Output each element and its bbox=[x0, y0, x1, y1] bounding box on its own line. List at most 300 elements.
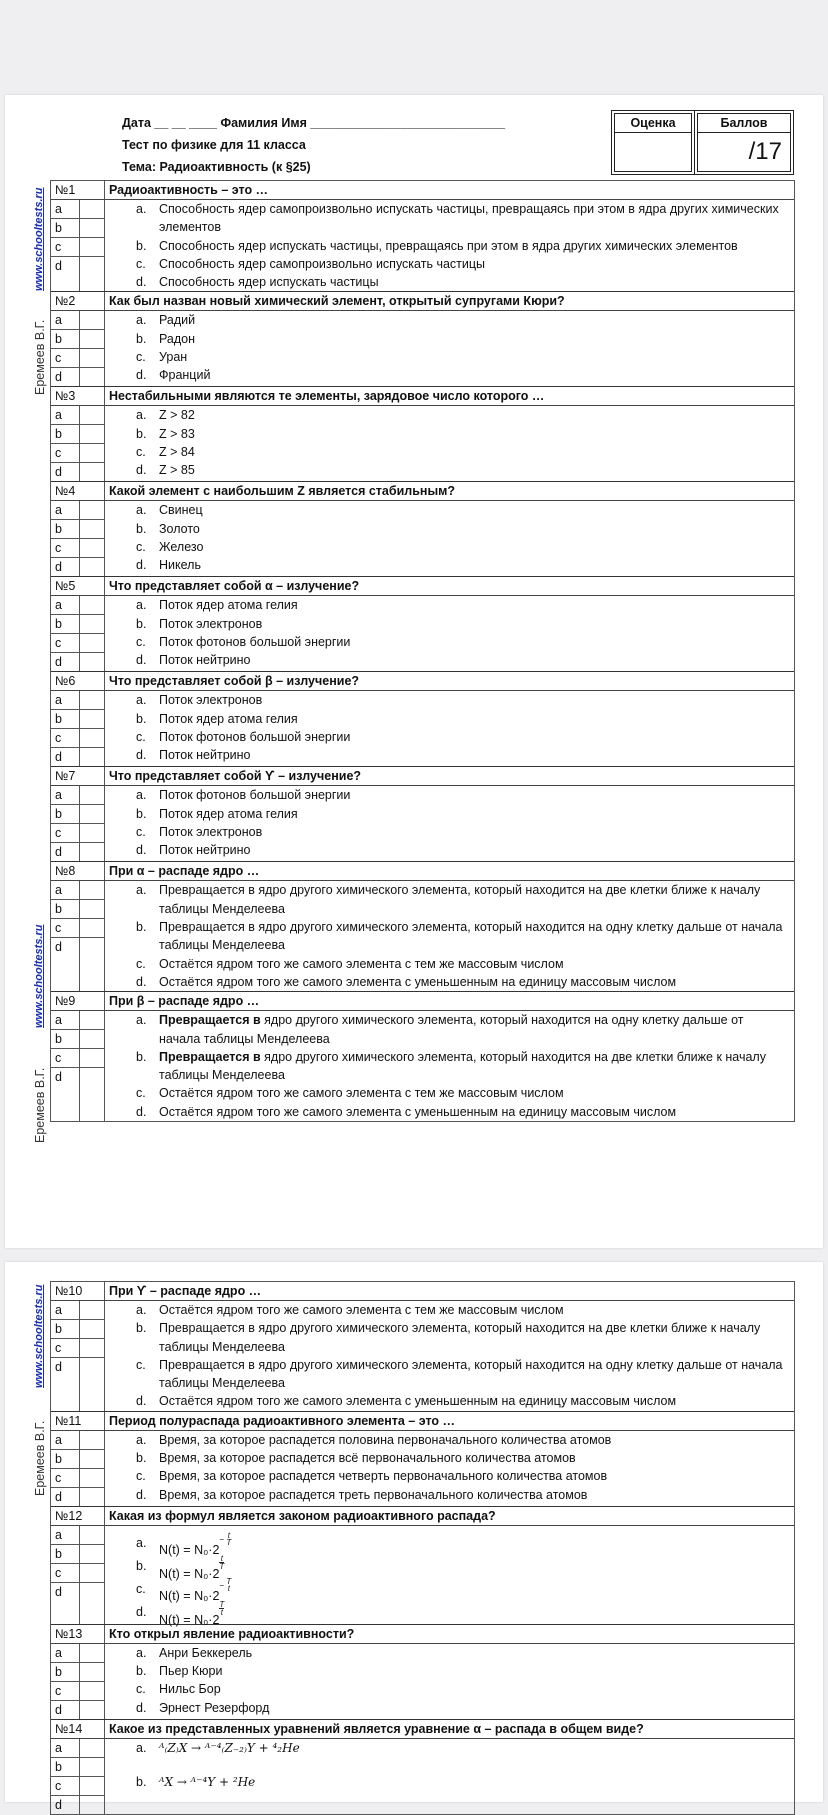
answer-letter: b bbox=[51, 330, 80, 348]
option-body: Z > 83 bbox=[159, 426, 195, 441]
option-body: Пьер Кюри bbox=[159, 1664, 223, 1679]
option-body: Z > 84 bbox=[159, 445, 195, 460]
answer-option bbox=[136, 348, 786, 366]
option-body: Остаётся ядром того же самого элемента с уменьшенным на единицу массовым числом bbox=[159, 1104, 677, 1119]
answer-letter-row bbox=[51, 1526, 104, 1545]
question-body bbox=[51, 1011, 794, 1121]
question-header bbox=[51, 1282, 794, 1301]
option-letter: c. bbox=[136, 1086, 146, 1101]
answer-letter-row bbox=[51, 1739, 104, 1758]
answer-letter-row bbox=[51, 1583, 104, 1624]
answer-letter-column bbox=[51, 501, 105, 576]
answer-letter-row bbox=[51, 349, 104, 368]
option-body: N(t) = N₀·2 bbox=[159, 1612, 220, 1627]
answer-letter: d bbox=[51, 843, 80, 861]
option-body: ᴬ₍Z₎X → ᴬ⁻⁴₍Z₋₂₎Y + ⁴₂He bbox=[159, 1740, 300, 1755]
option-letter: d. bbox=[136, 748, 147, 763]
question-header bbox=[51, 1507, 794, 1526]
answer-letter-row bbox=[51, 558, 104, 576]
options-list bbox=[105, 501, 794, 576]
answer-letter: b bbox=[51, 1758, 80, 1776]
option-text bbox=[159, 1680, 786, 1698]
option-text bbox=[159, 255, 786, 273]
answer-letter-row bbox=[51, 748, 104, 766]
option-letter: c. bbox=[136, 1682, 146, 1697]
option-body: Нильс Бор bbox=[159, 1682, 221, 1697]
option-letter: a. bbox=[136, 1013, 147, 1028]
questions-table bbox=[50, 1281, 795, 1815]
option-body: Поток электронов bbox=[159, 616, 263, 631]
question-number: №13 bbox=[51, 1625, 105, 1643]
test-topic: Тема: Радиоактивность (к §25) bbox=[122, 160, 311, 174]
question-body bbox=[51, 501, 794, 576]
answer-letter: b bbox=[51, 1663, 80, 1681]
answer-option bbox=[136, 501, 786, 519]
option-body: Золото bbox=[159, 521, 200, 536]
answer-letter: d bbox=[51, 558, 80, 576]
answer-letter: b bbox=[51, 520, 80, 538]
option-body: Способность ядер самопроизвольно испускать частицы bbox=[159, 256, 486, 271]
answer-letter-column bbox=[51, 200, 105, 291]
option-text bbox=[159, 443, 786, 461]
answer-letter-row bbox=[51, 1564, 104, 1583]
option-text bbox=[159, 728, 786, 746]
options-list bbox=[105, 1644, 794, 1719]
options-list bbox=[105, 406, 794, 481]
options-list bbox=[105, 200, 794, 291]
answer-letter-row bbox=[51, 463, 104, 481]
answer-option bbox=[136, 823, 786, 841]
answer-letter: d bbox=[51, 257, 80, 291]
answer-letter: b bbox=[51, 219, 80, 237]
question-header bbox=[51, 181, 794, 200]
option-text bbox=[159, 955, 786, 973]
exponent-denominator: T bbox=[226, 1537, 232, 1547]
answer-letter-row bbox=[51, 406, 104, 425]
answer-option bbox=[136, 366, 786, 384]
option-letter: b. bbox=[136, 1451, 147, 1466]
author-watermark: Еремеев В.Г. bbox=[33, 1420, 47, 1496]
question-number: №11 bbox=[51, 1412, 105, 1430]
answer-letter: b bbox=[51, 1030, 80, 1048]
question-text: Какой элемент с наибольшим Z является стабильным? bbox=[109, 484, 456, 499]
option-body: Поток фотонов большой энергии bbox=[159, 635, 351, 650]
option-text bbox=[159, 973, 786, 991]
answer-letter-row bbox=[51, 1682, 104, 1701]
answer-letter: d bbox=[51, 1701, 80, 1719]
exponent-denominator: T bbox=[219, 1561, 225, 1571]
answer-letter: c bbox=[51, 539, 80, 557]
question-block bbox=[51, 1506, 794, 1627]
option-body: Поток электронов bbox=[159, 825, 263, 840]
answer-option bbox=[136, 1011, 786, 1048]
question-number: №5 bbox=[51, 577, 105, 595]
option-text bbox=[159, 1699, 786, 1717]
option-body: N(t) = N₀·2 bbox=[159, 1542, 220, 1557]
option-body: Анри Беккерель bbox=[159, 1645, 253, 1660]
question-text: Период полураспада радиоактивного элемента – это … bbox=[109, 1413, 456, 1428]
answer-letter: c bbox=[51, 1469, 80, 1487]
option-body: ядро другого химического элемента, который находится на одну клетку дальше от начала таблицы Менделеева bbox=[159, 1013, 744, 1046]
question-block bbox=[51, 766, 794, 861]
answer-letter-column bbox=[51, 1431, 105, 1506]
option-text bbox=[159, 1103, 786, 1121]
question-block bbox=[51, 291, 794, 386]
option-body: Способность ядер самопроизвольно испускать частицы, превращаясь при этом в ядра других химических элементов bbox=[159, 202, 779, 235]
option-body: Превращается в ядро другого химического элемента, который находится на одну клетку дальше от начала таблицы Менделеева bbox=[159, 1357, 783, 1391]
question-body bbox=[51, 200, 794, 291]
option-body: Превращается в ядро другого химического элемента, который находится на две клетки ближе к началу таблицы Менделеева bbox=[159, 1321, 761, 1354]
option-text bbox=[159, 1356, 786, 1393]
option-text bbox=[159, 823, 786, 841]
answer-letter: b bbox=[51, 805, 80, 823]
answer-option bbox=[136, 1599, 786, 1627]
options-list bbox=[105, 691, 794, 766]
answer-letter: d bbox=[51, 368, 80, 386]
option-text bbox=[159, 746, 786, 764]
option-body: Поток ядер атома гелия bbox=[159, 598, 298, 613]
answer-letter: b bbox=[51, 900, 80, 918]
question-header bbox=[51, 672, 794, 691]
option-body: Радон bbox=[159, 331, 196, 346]
option-letter: c. bbox=[136, 1357, 146, 1372]
option-body: Остаётся ядром того же самого элемента с тем же массовым числом bbox=[159, 956, 564, 971]
answer-option bbox=[136, 461, 786, 479]
question-header bbox=[51, 482, 794, 501]
options-list bbox=[105, 1526, 794, 1627]
question-text: Что представляет собой ϒ – излучение? bbox=[109, 769, 362, 784]
option-body: Время, за которое распадется половина первоначального количества атомов bbox=[159, 1432, 612, 1447]
answer-letter: c bbox=[51, 238, 80, 256]
answer-letter: c bbox=[51, 729, 80, 747]
option-text bbox=[159, 1599, 786, 1627]
option-body: Z > 82 bbox=[159, 408, 195, 423]
answer-letter-row bbox=[51, 729, 104, 748]
option-letter: d. bbox=[136, 275, 147, 290]
question-number: №10 bbox=[51, 1282, 105, 1300]
option-text bbox=[159, 918, 786, 955]
options-list bbox=[105, 311, 794, 386]
question-text: Какое из представленных уравнений является уравнение α – распада в общем виде? bbox=[109, 1721, 644, 1736]
answer-letter: a bbox=[51, 1301, 80, 1319]
answer-letter: b bbox=[51, 710, 80, 728]
question-header bbox=[51, 577, 794, 596]
exponent-numerator: t bbox=[227, 1530, 230, 1540]
question-block bbox=[51, 386, 794, 481]
answer-letter-row bbox=[51, 1488, 104, 1506]
answer-letter-row bbox=[51, 1796, 104, 1814]
answer-letter-row bbox=[51, 1030, 104, 1049]
options-list bbox=[105, 1301, 794, 1411]
options-list bbox=[105, 1739, 794, 1814]
answer-option bbox=[136, 1084, 786, 1102]
option-body: Время, за которое распадется всё первоначального количества атомов bbox=[159, 1451, 576, 1466]
answer-letter-row bbox=[51, 805, 104, 824]
answer-letter-row bbox=[51, 881, 104, 900]
exponent-fraction bbox=[219, 1555, 224, 1570]
option-letter: b. bbox=[136, 426, 147, 441]
option-body: Превращается в ядро другого химического элемента, который находится на одну клетку дальше от начала таблицы Менделеева bbox=[159, 920, 783, 953]
option-body: Превращается в ядро другого химического элемента, который находится на две клетки ближе к началу таблицы Менделеева bbox=[159, 883, 761, 916]
answer-option bbox=[136, 200, 786, 237]
options-list bbox=[105, 596, 794, 671]
answer-letter: b bbox=[51, 1450, 80, 1468]
question-text: При ϒ – распаде ядро … bbox=[109, 1284, 262, 1298]
answer-letter: d bbox=[51, 1068, 80, 1121]
option-body: Поток фотонов большой энергии bbox=[159, 730, 351, 745]
question-header bbox=[51, 292, 794, 311]
exponent-sign: − bbox=[219, 1534, 225, 1544]
answer-option bbox=[136, 1486, 786, 1504]
question-number: №1 bbox=[51, 181, 105, 199]
option-letter: b. bbox=[136, 1049, 147, 1064]
question-number: №4 bbox=[51, 482, 105, 500]
question-body bbox=[51, 1431, 794, 1506]
answer-letter-column bbox=[51, 311, 105, 386]
option-letter: a. bbox=[136, 313, 147, 328]
option-letter: a. bbox=[136, 1645, 147, 1660]
question-header bbox=[51, 1720, 794, 1739]
option-text bbox=[159, 1084, 786, 1102]
answer-letter-column bbox=[51, 1526, 105, 1624]
option-letter: d. bbox=[136, 1700, 147, 1715]
option-text bbox=[159, 710, 786, 728]
option-text bbox=[159, 786, 786, 804]
question-number: №7 bbox=[51, 767, 105, 785]
option-letter: c. bbox=[136, 540, 146, 555]
answer-letter-column bbox=[51, 786, 105, 861]
option-letter: b. bbox=[136, 1321, 147, 1336]
question-text: Что представляет собой β – излучение? bbox=[109, 674, 360, 689]
answer-option bbox=[136, 746, 786, 764]
answer-option bbox=[136, 1553, 786, 1581]
question-block bbox=[51, 671, 794, 766]
option-letter: a. bbox=[136, 408, 147, 423]
answer-option bbox=[136, 1467, 786, 1485]
answer-letter-row bbox=[51, 1068, 104, 1121]
option-letter: b. bbox=[136, 331, 147, 346]
answer-letter-column bbox=[51, 691, 105, 766]
option-text bbox=[159, 1301, 786, 1319]
question-number: №6 bbox=[51, 672, 105, 690]
answer-letter-row bbox=[51, 919, 104, 938]
question-text: Что представляет собой α – излучение? bbox=[109, 579, 360, 594]
option-letter: d. bbox=[136, 1487, 147, 1502]
answer-option bbox=[136, 1739, 786, 1757]
question-number: №12 bbox=[51, 1507, 105, 1525]
answer-option bbox=[136, 651, 786, 669]
option-bold-prefix: Превращается в bbox=[159, 1013, 261, 1028]
option-body: Остаётся ядром того же самого элемента с уменьшенным на единицу массовым числом bbox=[159, 1394, 677, 1409]
answer-option bbox=[136, 973, 786, 991]
answer-option bbox=[136, 1530, 786, 1557]
answer-letter: b bbox=[51, 425, 80, 443]
answer-option bbox=[136, 330, 786, 348]
answer-letter-row bbox=[51, 200, 104, 219]
answer-letter-row bbox=[51, 1011, 104, 1030]
answer-letter-row bbox=[51, 368, 104, 386]
question-number: №9 bbox=[51, 992, 105, 1010]
answer-letter-row bbox=[51, 1358, 104, 1411]
question-block bbox=[51, 1411, 794, 1506]
answer-letter-row bbox=[51, 710, 104, 729]
question-header bbox=[51, 387, 794, 406]
option-text bbox=[159, 1773, 786, 1791]
answer-option bbox=[136, 273, 786, 291]
option-letter: d. bbox=[136, 1394, 147, 1409]
option-letter: b. bbox=[136, 616, 147, 631]
option-letter: a. bbox=[136, 503, 147, 518]
option-text bbox=[159, 1011, 786, 1048]
answer-letter-row bbox=[51, 824, 104, 843]
answer-letter-row bbox=[51, 444, 104, 463]
option-body: Поток фотонов большой энергии bbox=[159, 788, 351, 803]
answer-letter-column bbox=[51, 1011, 105, 1121]
answer-letter-row bbox=[51, 1339, 104, 1358]
option-text bbox=[159, 1644, 786, 1662]
answer-letter-column bbox=[51, 881, 105, 991]
question-body bbox=[51, 1644, 794, 1719]
question-text: Нестабильными являются те элементы, зарядовое число которого … bbox=[109, 389, 545, 404]
option-body: Поток электронов bbox=[159, 693, 263, 708]
answer-option bbox=[136, 1319, 786, 1356]
answer-option bbox=[136, 1048, 786, 1085]
question-number: №8 bbox=[51, 862, 105, 880]
answer-option bbox=[136, 633, 786, 651]
answer-letter-row bbox=[51, 257, 104, 291]
question-body bbox=[51, 881, 794, 991]
option-body: N(t) = N₀·2 bbox=[159, 1588, 220, 1603]
option-body: Железо bbox=[159, 540, 204, 555]
question-body bbox=[51, 1301, 794, 1411]
option-text bbox=[159, 1576, 786, 1603]
option-text bbox=[159, 311, 786, 329]
answer-letter: c bbox=[51, 919, 80, 937]
answer-letter-row bbox=[51, 1663, 104, 1682]
question-body bbox=[51, 406, 794, 481]
option-body: Время, за которое распадется четверть первоначального количества атомов bbox=[159, 1469, 608, 1484]
answer-letter-row bbox=[51, 843, 104, 861]
question-block bbox=[51, 991, 794, 1121]
option-text bbox=[159, 1467, 786, 1485]
option-letter: b. bbox=[136, 806, 147, 821]
option-body: Поток нейтрино bbox=[159, 653, 251, 668]
exponent-numerator: T bbox=[226, 1576, 232, 1586]
question-text: Кто открыл явление радиоактивности? bbox=[109, 1626, 355, 1641]
answer-option bbox=[136, 728, 786, 746]
answer-option bbox=[136, 1449, 786, 1467]
question-text: При α – распаде ядро … bbox=[109, 864, 260, 879]
answer-letter: c bbox=[51, 1339, 80, 1357]
answer-letter-row bbox=[51, 900, 104, 919]
answer-option bbox=[136, 443, 786, 461]
option-text bbox=[159, 461, 786, 479]
option-text bbox=[159, 556, 786, 574]
option-body: Остаётся ядром того же самого элемента с тем же массовым числом bbox=[159, 1086, 564, 1101]
answer-letter-column bbox=[51, 1301, 105, 1411]
worksheet-page-1 bbox=[5, 95, 823, 1248]
option-letter: c. bbox=[136, 825, 146, 840]
answer-letter-column bbox=[51, 596, 105, 671]
option-body: Уран bbox=[159, 350, 188, 365]
answer-option bbox=[136, 1773, 786, 1791]
option-body: Способность ядер испускать частицы, превращаясь при этом в ядра других химических элементов bbox=[159, 238, 738, 253]
option-letter: d. bbox=[136, 1104, 147, 1119]
option-letter: d. bbox=[136, 463, 147, 478]
option-body: Поток нейтрино bbox=[159, 843, 251, 858]
option-body: Остаётся ядром того же самого элемента с уменьшенным на единицу массовым числом bbox=[159, 974, 677, 989]
answer-letter-row bbox=[51, 425, 104, 444]
answer-letter: c bbox=[51, 1049, 80, 1067]
question-block bbox=[51, 1282, 794, 1411]
answer-option bbox=[136, 1356, 786, 1393]
answer-letter: a bbox=[51, 786, 80, 804]
answer-letter-row bbox=[51, 938, 104, 991]
answer-letter-row bbox=[51, 1758, 104, 1777]
question-block bbox=[51, 861, 794, 991]
option-text bbox=[159, 1449, 786, 1467]
question-body bbox=[51, 311, 794, 386]
option-letter: b. bbox=[136, 920, 147, 935]
answer-letter: a bbox=[51, 691, 80, 709]
option-letter: a. bbox=[136, 1303, 147, 1317]
answer-letter: a bbox=[51, 1526, 80, 1544]
answer-letter-row bbox=[51, 615, 104, 634]
option-letter: c. bbox=[136, 350, 146, 365]
option-letter: c. bbox=[136, 1469, 146, 1484]
question-number: №3 bbox=[51, 387, 105, 405]
answer-option bbox=[136, 691, 786, 709]
answer-letter: d bbox=[51, 1488, 80, 1506]
answer-option bbox=[136, 520, 786, 538]
answer-option bbox=[136, 1103, 786, 1121]
answer-option bbox=[136, 881, 786, 918]
option-body: Свинец bbox=[159, 503, 203, 518]
question-header bbox=[51, 1412, 794, 1431]
option-letter: d. bbox=[136, 843, 147, 858]
answer-letter: a bbox=[51, 501, 80, 519]
answer-letter: c bbox=[51, 1564, 80, 1582]
exponent-denominator: t bbox=[227, 1583, 230, 1593]
option-letter: c. bbox=[136, 730, 146, 745]
exponent-numerator: t bbox=[220, 1553, 223, 1563]
question-header bbox=[51, 767, 794, 786]
answer-letter: b bbox=[51, 1320, 80, 1338]
option-body: Поток ядер атома гелия bbox=[159, 711, 298, 726]
option-letter: a. bbox=[136, 1740, 147, 1755]
options-list bbox=[105, 1011, 794, 1121]
answer-letter-row bbox=[51, 1644, 104, 1663]
option-letter: a. bbox=[136, 598, 147, 613]
option-letter: a. bbox=[136, 202, 147, 216]
answer-option bbox=[136, 425, 786, 443]
option-text bbox=[159, 615, 786, 633]
option-text bbox=[159, 330, 786, 348]
answer-letter-row bbox=[51, 634, 104, 653]
option-text bbox=[159, 841, 786, 859]
answer-option bbox=[136, 538, 786, 556]
site-watermark: www.schooltests.ru bbox=[33, 924, 45, 1028]
answer-option bbox=[136, 615, 786, 633]
answer-letter: c bbox=[51, 634, 80, 652]
answer-option bbox=[136, 596, 786, 614]
answer-letter: c bbox=[51, 349, 80, 367]
answer-option bbox=[136, 556, 786, 574]
option-letter: b. bbox=[136, 1664, 147, 1679]
answer-option bbox=[136, 1644, 786, 1662]
option-letter: d. bbox=[136, 558, 147, 573]
answer-letter: d bbox=[51, 1796, 80, 1814]
